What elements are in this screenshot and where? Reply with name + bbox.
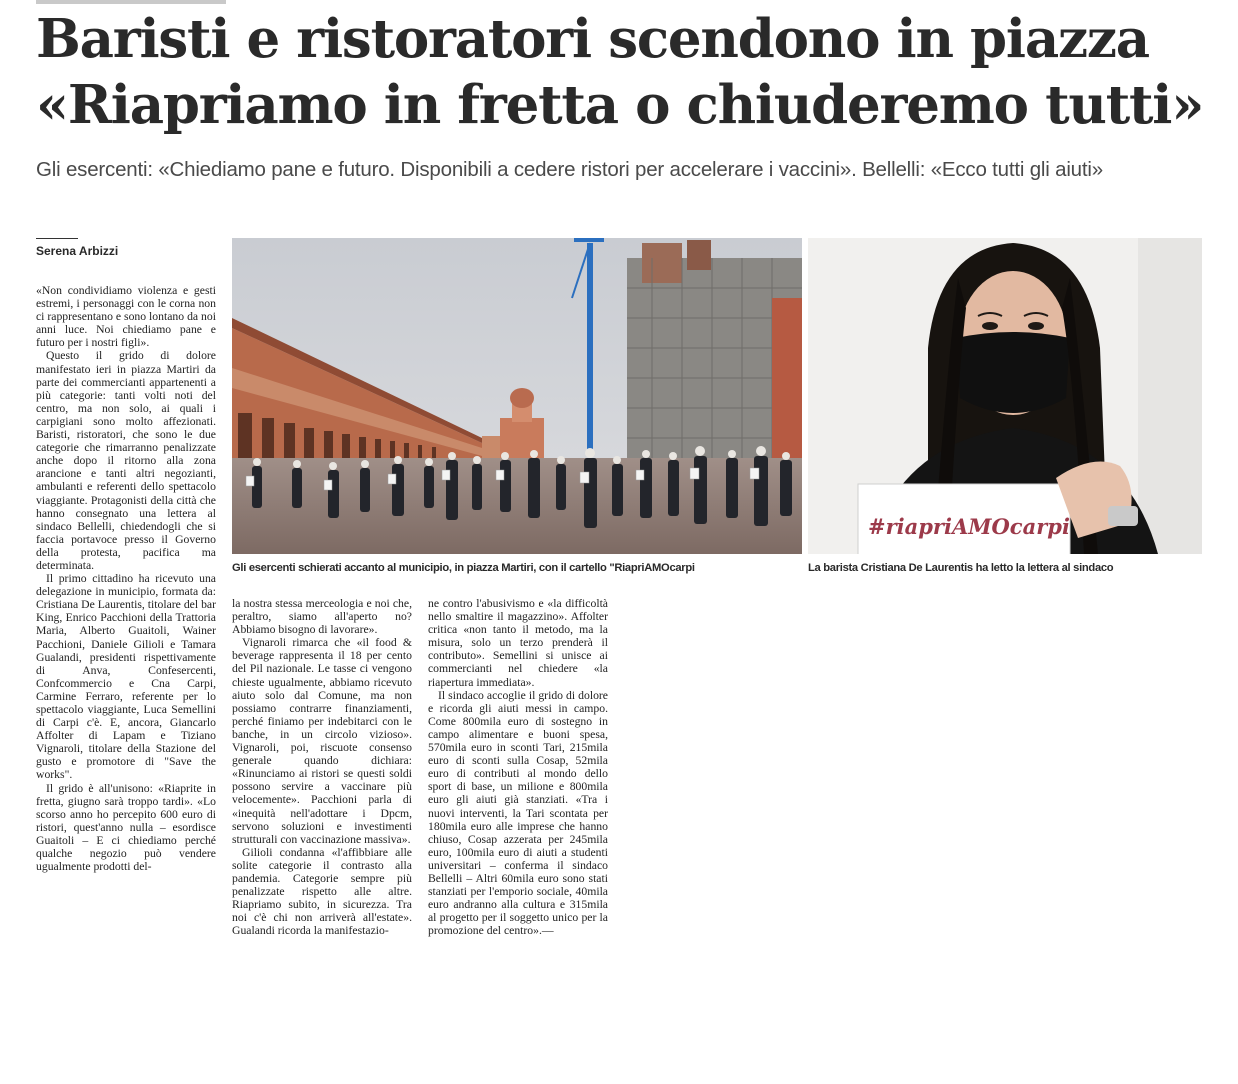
paragraph: Il sindaco accoglie il grido di dolore e ricorda gli aiuti messi in campo. Come 800mila euro di sostegno in campo alimentare e buoni spesa, 570mila euro in sconti Tari, 215mila euro di sconti sulla Cosap, 52mila euro di contributi al mondo dello sport di base, un milione e 800mila euro gli aiuti già stanziati. «Tra i nuovi interventi, la Tari scontata per 180mila euro alle imprese che hanno chiuso, Cosap azzerata per 245mila euro, 100mila euro di aiuti a studenti universitari – conferma il sindaco Bellelli – Altri 60mila euro sono stati stanziati per l'emporio sociale, 40mila euro andranno alla cultura e 315mila al progetto per il soggetto unico per la promozione del centro».— [428, 688, 608, 938]
square-protest-photo [232, 238, 802, 554]
paragraph: Il grido è all'unisono: «Riaprite in fretta, giugno sarà troppo tardi». «Lo scorso anno ho percepito 600 euro di ristori, quest'anno nulla – esordisce Guaitoli – E ci chiediamo perché qualche negozio può vendere ugualmente prodotti del- [36, 781, 216, 874]
top-rule [36, 0, 226, 4]
paragraph: Vignaroli rimarca che «il food & beverage rappresenta il 18 per cento del Pil nazionale. Le tasse ci vengono chieste ugualmente, abbiamo ricevuto aiuto solo dal Comune, ma non possiamo contrarre finanziamenti, perché finiamo per indebitarci con le banche, in un circolo vizioso». Vignaroli, poi, riscuote consenso generale quando dichiara: «Rinunciamo ai ristori se questi soldi possono servire a vaccinare più velocemente». Pacchioni parla di «inequità nell'adottare i Dpcm, servono soluzioni e investimenti strutturali con vaccinazione massiva». [232, 636, 412, 846]
byline-rule [36, 238, 78, 239]
paragraph: Questo il grido di dolore manifestato ieri in piazza Martiri da parte dei commercianti appartenenti a più categorie: tanti volti noti del centro, ma non solo, ai quali i carpigiani sono molto affezionati. Baristi, ristoratori, che sono le due categorie che rimarranno penalizzate anche dopo il ritorno alla zona arancione e tanti altri negozianti, ambulanti e referenti dello spettacolo viaggiante. Protagonisti della città che hanno consegnato una lettera al sindaco Bellelli, chiedendogli che si faccia portavoce presso il Governo della protesta, pacifica ma determinata. [36, 349, 216, 572]
article-column-2 [232, 597, 412, 1077]
paragraph: la nostra stessa merceologia e noi che, peraltro, siamo all'aperto no? Abbiamo bisogno di lavorare». [232, 597, 412, 637]
paragraph: ne contro l'abusivismo e «la difficoltà nello smaltire il magazzino». Affolter critica «non tanto il metodo, ma la misura, solo un terzo prenderà il contributo». Semellini si unisce ai commercianti nel chiedere «la riapertura immediata». [428, 597, 608, 689]
paragraph: «Non condividiamo violenza e gesti estremi, i personaggi con le corna non ci rappresentano e sono lontano da noi anni luce. Noi chiediamo pane e futuro per i nostri figli». [36, 284, 216, 350]
paragraph: Il primo cittadino ha ricevuto una delegazione in municipio, formata da: Cristiana De Laurentis, titolare del bar King, Enrico Pacchioni della Trattoria Maria, Alberto Guaitoli, Wainer Pacchioni, Daniele Gilioli e Tamara Gualandi, presidenti rispettivamente di Anva, Confesercenti, Confcommercio e Cna Carpi, Carmine Ferraro, referente per lo spettacolo viaggiante, Luca Semellini di Carpi c'è. E, ancora, Giancarlo Affolter di Lapam e Tiziano Vignaroli, titolare della Stazione del gusto e promotore di "Save the works". [36, 572, 216, 782]
sign-text: #riapriAMOcarpi [868, 514, 1070, 539]
byline: Serena Arbizzi [36, 244, 119, 258]
article-column-3 [428, 597, 608, 1077]
barista-portrait-photo [808, 238, 1202, 554]
subheadline: Gli esercenti: «Chiediamo pane e futuro. Disponibili a cedere ristori per accelerare i vaccini». Bellelli: «Ecco tutti gli aiuti» [36, 158, 1103, 181]
square-photo-caption: Gli esercenti schierati accanto al municipio, in piazza Martiri, con il cartello "RiapriAMOcarpi [232, 562, 695, 574]
headline-line-1: Baristi e ristoratori scendono in piazza [36, 8, 1149, 70]
portrait-photo-caption: La barista Cristiana De Laurentis ha letto la lettera al sindaco [808, 562, 1114, 574]
headline-line-2: «Riapriamo in fretta o chiuderemo tutti» [36, 74, 1204, 136]
paragraph: Gilioli condanna «l'affibbiare alle solite categorie il contrasto alla pandemia. Categorie sempre più penalizzate rispetto alle altre. Riapriamo subito, in sicurezza. Tra noi c'è chi non arriverà all'estate». Gualandi ricorda la manifestazio- [232, 845, 412, 938]
article-column-1 [36, 284, 216, 1076]
